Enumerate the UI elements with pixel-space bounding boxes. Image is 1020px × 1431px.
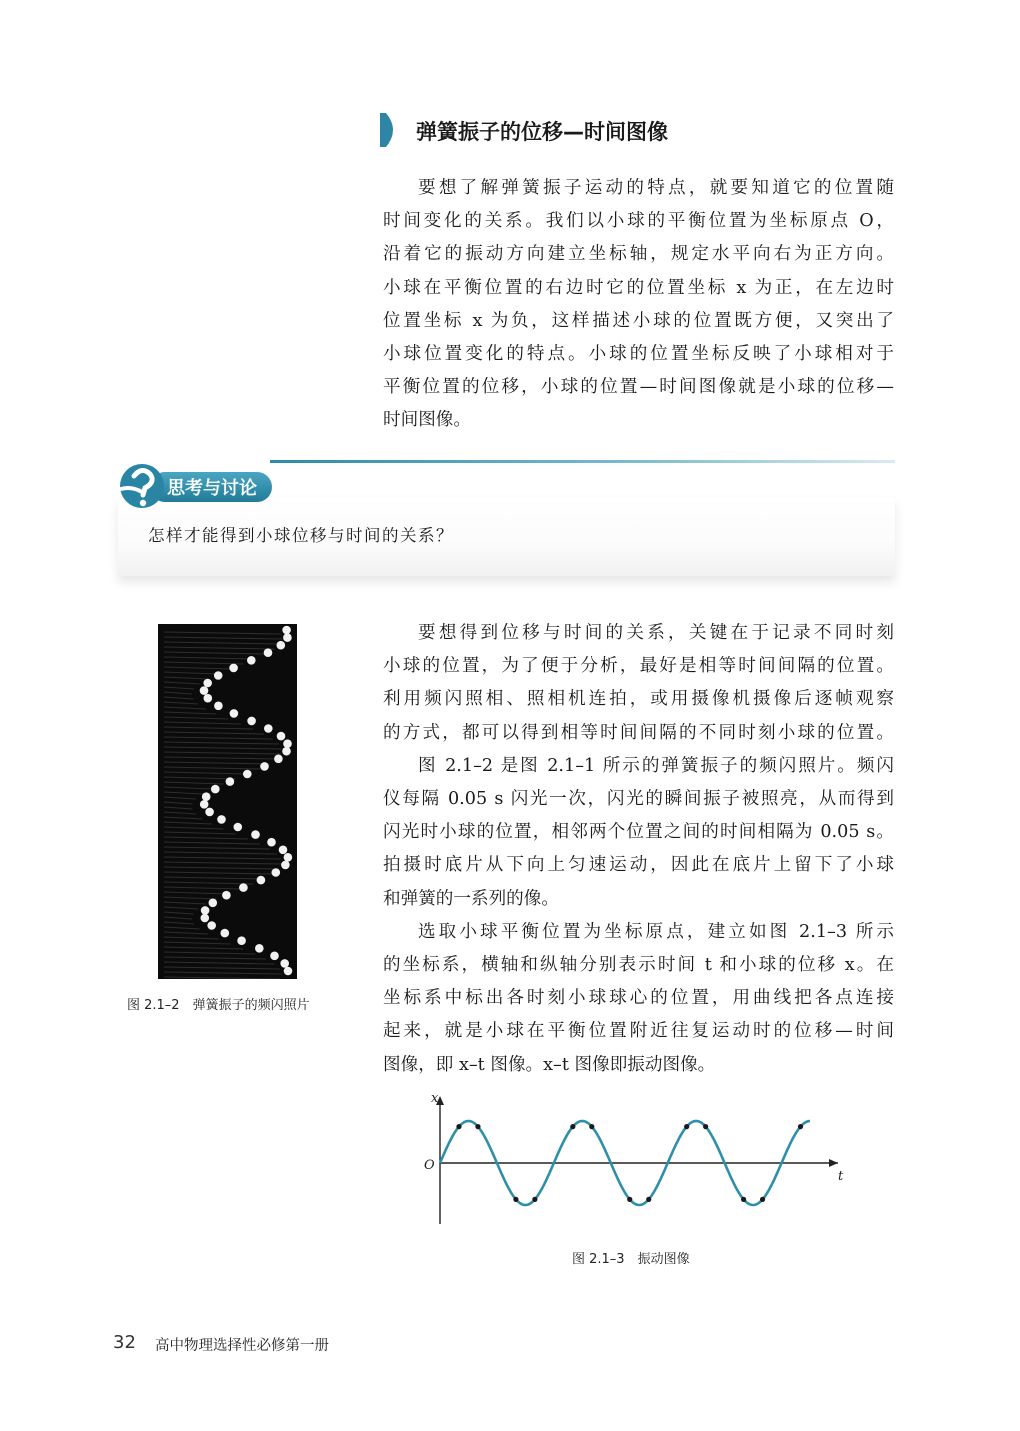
spring-coil <box>164 962 274 964</box>
spring-coil <box>164 747 282 749</box>
spring-coil <box>164 792 203 794</box>
strobe-ball <box>279 846 288 855</box>
page-number: 32 <box>113 1332 136 1353</box>
strobe-ball <box>282 747 291 756</box>
spring-coil <box>164 817 203 819</box>
strobe-ball <box>284 967 293 976</box>
spring-coil <box>164 967 280 969</box>
strobe-ball <box>247 717 256 726</box>
question-mark-icon <box>112 462 168 512</box>
spring-coil <box>164 807 192 809</box>
strobe-ball <box>260 762 269 771</box>
spring-coil <box>164 787 212 789</box>
spring-coil <box>164 957 266 959</box>
spring-coil <box>164 887 241 889</box>
spring-coil <box>164 832 236 834</box>
strobe-ball <box>243 770 252 779</box>
spring-coil <box>164 682 200 684</box>
spring-coil <box>164 812 196 814</box>
spring-coil <box>164 867 279 869</box>
marked-point <box>760 1197 765 1202</box>
spring-coil <box>164 722 241 724</box>
body-line: 小球的位置，为了便于分析，最好是相等时间间隔的位置。 <box>383 656 894 677</box>
spring-coil <box>164 892 228 894</box>
body-line: 拍摄时底片从下向上匀速运动，因此在底片上留下了小球 <box>383 855 894 876</box>
spring-coil <box>164 942 231 944</box>
body-text <box>383 617 894 1082</box>
strobe-ball <box>200 686 209 695</box>
strobe-ball <box>222 891 231 900</box>
intro-line: 小球在平衡位置的右边时它的位置坐标 x 为正，在左边时 <box>383 277 894 298</box>
spring-coil <box>164 727 253 729</box>
section-title: 弹簧振子的位移—时间图像 <box>416 120 668 144</box>
spring-coil <box>164 842 260 844</box>
spring-coil <box>164 952 255 954</box>
intro-line: 平衡位置的位移，小球的位置—时间图像就是小球的位移— <box>383 377 894 398</box>
strobe-ball <box>282 626 291 635</box>
spring-coil <box>164 977 281 979</box>
spring-coil <box>164 647 274 649</box>
body-line: 图像，即 x–t 图像。x–t 图像即振动图像。 <box>383 1054 716 1075</box>
intro-line: 位置坐标 x 为负，这样描述小球的位置既方便，又突出了 <box>383 310 894 331</box>
strobe-ball <box>205 808 214 817</box>
spring-coil <box>164 917 192 919</box>
spring-coil <box>164 822 212 824</box>
spring-coil <box>164 672 219 674</box>
marked-point <box>646 1197 651 1202</box>
intro-line: 要想了解弹簧振子运动的特点，就要知道它的位置随 <box>418 178 894 198</box>
spring-coil <box>164 872 273 874</box>
spring-coil <box>164 882 253 884</box>
body-line: 起来，就是小球在平衡位置附近往复运动时的位移—时间 <box>383 1021 894 1042</box>
spring-coil <box>164 902 206 904</box>
marked-point <box>532 1197 537 1202</box>
marked-point <box>570 1124 575 1129</box>
strobe-ball <box>226 777 235 786</box>
strobe-ball <box>267 838 276 847</box>
spring-coil <box>164 947 243 949</box>
y-axis-label: x <box>431 1091 439 1106</box>
section-accent-icon <box>380 113 400 147</box>
strobe-ball <box>257 876 266 885</box>
spring-coil <box>164 877 264 879</box>
strobe-ball <box>283 633 292 642</box>
strobe-ball <box>229 664 238 673</box>
spring-coil <box>164 937 219 939</box>
strobe-ball <box>201 914 210 923</box>
strobe-ball <box>207 921 216 930</box>
spring-coil <box>164 847 270 849</box>
spring-coil <box>164 737 273 739</box>
chart-caption: 图 2.1–3 振动图像 <box>572 1252 690 1267</box>
think-discuss-rule <box>270 460 895 463</box>
spring-coil <box>164 782 223 784</box>
spring-coil <box>164 652 266 654</box>
x-axis-arrow <box>829 1159 838 1167</box>
marked-point <box>456 1124 461 1129</box>
body-line: 仪每隔 0.05 s 闪光一次，闪光的瞬间振子被照亮，从而得到 <box>383 789 894 810</box>
strobe-ball <box>214 671 223 680</box>
marked-point <box>798 1124 803 1129</box>
marked-point <box>741 1197 746 1202</box>
body-line: 闪光时小球的位置，相邻两个位置之间的时间相隔为 0.05 s。 <box>383 822 894 843</box>
spring-coil <box>164 827 223 829</box>
origin-label: O <box>424 1158 435 1173</box>
spring-coil <box>164 862 282 864</box>
strobe-ball <box>274 755 283 764</box>
body-line: 利用频闪照相、照相机连拍，或用摄像机摄像后逐帧观察 <box>383 689 894 710</box>
intro-line: 小球位置变化的特点。小球的位置坐标反映了小球相对于 <box>383 344 894 365</box>
body-line: 的坐标系，横轴和纵轴分别表示时间 t 和小球的位移 x。在 <box>383 955 894 976</box>
spring-coil <box>164 857 281 859</box>
marked-point <box>589 1124 594 1129</box>
spring-coil <box>164 657 255 659</box>
body-line: 图 2.1–2 是图 2.1–1 所示的弹簧振子的频闪照片。频闪 <box>418 755 894 776</box>
strobe-ball <box>270 952 279 961</box>
strobe-ball <box>277 641 286 650</box>
intro-line: 时间变化的关系。我们以小球的平衡位置为坐标原点 O， <box>383 211 894 232</box>
spring-coil <box>164 707 206 709</box>
spring-coil <box>164 687 194 689</box>
strobe-ball <box>234 823 243 832</box>
strobe-ball <box>264 724 273 733</box>
body-line: 的方式，都可以得到相等时间间隔的不同时刻小球的位置。 <box>383 722 894 743</box>
marked-point <box>513 1197 518 1202</box>
strobe-ball <box>201 906 210 915</box>
spring-coil <box>164 712 216 714</box>
strobe-ball <box>209 899 218 908</box>
spring-coil <box>164 702 198 704</box>
strobe-ball <box>203 679 212 688</box>
spring-coil <box>164 767 260 769</box>
spring-coil <box>164 697 193 699</box>
spring-coil <box>164 907 198 909</box>
strobe-ball <box>211 785 220 794</box>
spring-coil <box>164 852 277 854</box>
spring-coil <box>164 922 194 924</box>
spring-coil <box>164 637 282 639</box>
spring-coil <box>164 927 200 929</box>
strobe-ball <box>217 815 226 824</box>
spring-coil <box>164 692 192 694</box>
strobe-ball <box>214 702 223 711</box>
strobe-ball <box>277 732 286 741</box>
strobe-ball <box>280 959 289 968</box>
strobe-ball <box>255 944 264 953</box>
marked-point <box>684 1124 689 1129</box>
spring-coil <box>164 677 208 679</box>
strobe-ball <box>221 929 230 938</box>
spring-coil <box>164 667 231 669</box>
marked-point <box>703 1124 708 1129</box>
spring-coil <box>164 632 281 634</box>
strobe-ball <box>237 936 246 945</box>
spring-coil <box>164 757 277 759</box>
strobe-ball <box>251 830 260 839</box>
photo-caption: 图 2.1–2 弹簧振子的频闪照片 <box>127 998 310 1013</box>
spring-coil <box>164 797 196 799</box>
x-axis-label: t <box>838 1169 844 1184</box>
marked-point <box>627 1197 632 1202</box>
spring-coil <box>164 837 248 839</box>
spring-coil <box>164 777 236 779</box>
intro-line: 时间图像。 <box>383 410 471 431</box>
spring-coil <box>164 717 228 719</box>
strobe-ball <box>264 648 273 657</box>
spring-coil <box>164 752 281 754</box>
strobe-ball <box>283 739 292 748</box>
marked-point <box>475 1124 480 1129</box>
intro-line: 沿着它的振动方向建立坐标轴，规定水平向右为正方向。 <box>383 244 894 265</box>
body-line: 要想得到位移与时间的关系，关键在于记录不同时刻 <box>418 623 894 643</box>
vibration-chart <box>410 1090 850 1230</box>
strobe-ball <box>281 861 290 870</box>
spring-coil <box>164 662 243 664</box>
spring-coil <box>164 802 192 804</box>
strobe-photo-image <box>158 624 297 979</box>
spring-coil <box>164 742 279 744</box>
spring-coil <box>164 972 282 974</box>
body-line: 坐标系中标出各时刻小球球心的位置，用曲线把各点连接 <box>383 988 894 1009</box>
spring-coil <box>164 732 264 734</box>
strobe-ball <box>202 792 211 801</box>
body-line: 选取小球平衡位置为坐标原点，建立如图 2.1–3 所示 <box>418 921 894 942</box>
strobe-ball <box>284 853 293 862</box>
strobe-ball <box>247 656 256 665</box>
spring-coil <box>164 762 270 764</box>
spring-coil <box>164 772 248 774</box>
body-line: 和弹簧的一系列的像。 <box>383 888 559 909</box>
book-title: 高中物理选择性必修第一册 <box>155 1338 329 1354</box>
strobe-ball <box>239 883 248 892</box>
strobe-ball <box>200 800 209 809</box>
intro-paragraph <box>383 172 894 438</box>
strobe-photo <box>158 624 297 979</box>
think-discuss-question: 怎样才能得到小球位移与时间的关系？ <box>148 526 454 545</box>
think-discuss-label: 思考与讨论 <box>167 478 257 499</box>
strobe-ball <box>230 709 239 718</box>
spring-coil <box>164 642 280 644</box>
spring-coil <box>164 897 216 899</box>
spring-coil <box>164 932 208 934</box>
spring-coil <box>164 912 193 914</box>
strobe-ball <box>204 694 213 703</box>
strobe-ball <box>272 868 281 877</box>
